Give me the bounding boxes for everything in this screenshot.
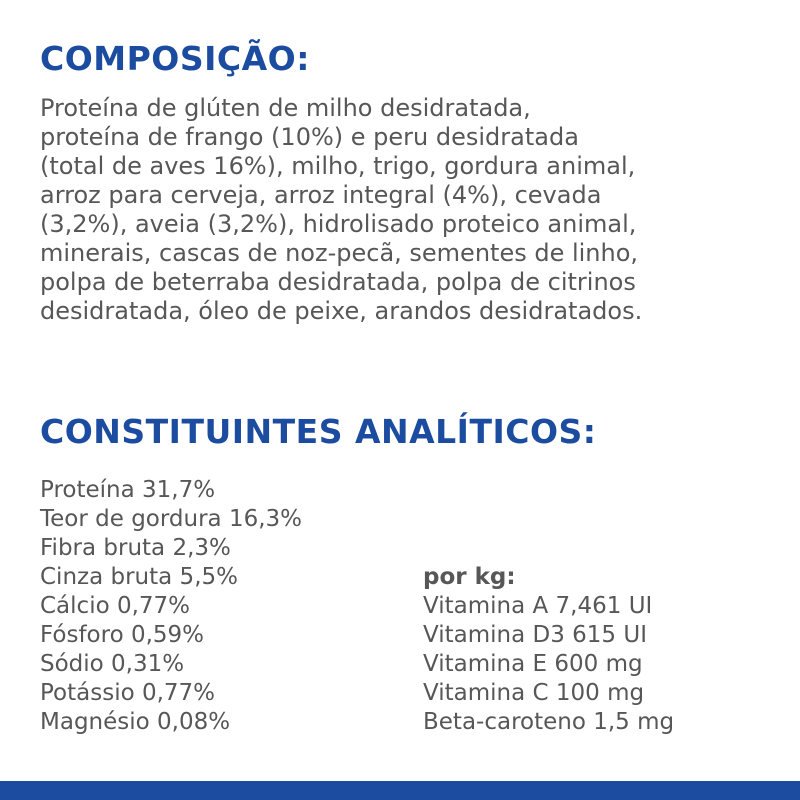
analytics-item-fat: Teor de gordura 16,3% <box>40 506 303 532</box>
per-kg-item-vitamin-a: Vitamina A 7,461 UI <box>423 593 653 619</box>
composition-heading: COMPOSIÇÃO: <box>40 39 310 78</box>
composition-line: minerais, cascas de noz-pecã, sementes de linho, <box>40 239 639 267</box>
analytics-item-fibre: Fibra bruta 2,3% <box>40 535 231 561</box>
per-kg-title: por kg: <box>423 564 516 590</box>
analytics-list <box>40 476 302 737</box>
composition-line: arroz para cerveja, arroz integral (4%), cevada <box>40 181 602 209</box>
analytics-item-ash: Cinza bruta 5,5% <box>40 564 238 590</box>
composition-line: desidratada, óleo de peixe, arandos desidratados. <box>40 297 643 325</box>
analytics-item-protein: Proteína 31,7% <box>40 477 216 503</box>
analytics-item-calcium: Cálcio 0,77% <box>40 593 191 619</box>
per-kg-item-vitamin-e: Vitamina E 600 mg <box>423 651 643 677</box>
composition-paragraph <box>40 94 780 326</box>
analytics-item-phosphorus: Fósforo 0,59% <box>40 622 205 648</box>
analytics-item-potassium: Potássio 0,77% <box>40 680 216 706</box>
per-kg-item-beta-carotene: Beta-caroteno 1,5 mg <box>423 709 675 735</box>
composition-line: (3,2%), aveia (3,2%), hidrolisado proteico animal, <box>40 210 637 238</box>
bottom-bar <box>0 781 800 800</box>
per-kg-item-vitamin-c: Vitamina C 100 mg <box>423 680 645 706</box>
per-kg-item-vitamin-d3: Vitamina D3 615 UI <box>423 622 647 648</box>
analytics-heading: CONSTITUINTES ANALÍTICOS: <box>40 412 597 451</box>
analytics-item-sodium: Sódio 0,31% <box>40 651 185 677</box>
composition-line: polpa de beterraba desidratada, polpa de citrinos <box>40 268 636 296</box>
composition-line: (total de aves 16%), milho, trigo, gordura animal, <box>40 152 636 180</box>
per-kg-list <box>423 563 674 737</box>
composition-line: Proteína de glúten de milho desidratada, <box>40 94 531 122</box>
analytics-item-magnesium: Magnésio 0,08% <box>40 709 231 735</box>
composition-line: proteína de frango (10%) e peru desidratada <box>40 123 579 151</box>
